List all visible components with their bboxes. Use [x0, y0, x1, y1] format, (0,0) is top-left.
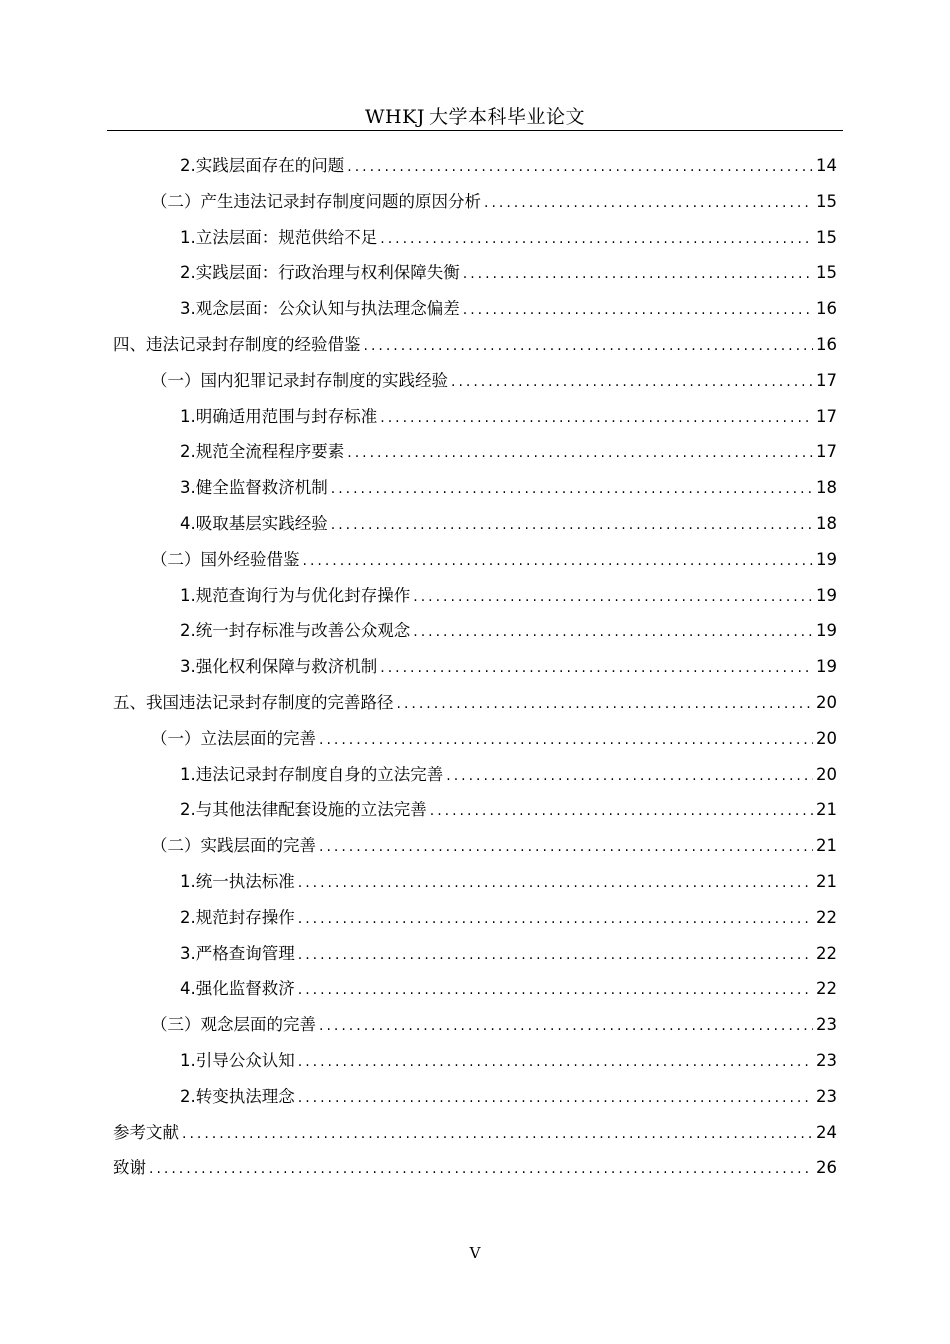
toc-entry[interactable]	[113, 971, 837, 1007]
toc-entry-title: （一）立法层面的完善	[151, 728, 316, 748]
toc-entry-page: 24	[816, 1122, 837, 1142]
toc-entry-page: 15	[816, 191, 837, 211]
toc-entry[interactable]	[113, 936, 837, 972]
toc-entry-page: 19	[816, 621, 837, 641]
toc-entry[interactable]	[113, 900, 837, 936]
toc-entry-page: 20	[816, 728, 837, 748]
toc-leader-dots	[430, 794, 813, 830]
toc-entry-title: 3.强化权利保障与救济机制	[180, 657, 378, 677]
toc-entry-title: 4.强化监督救济	[180, 979, 295, 999]
toc-leader-dots	[298, 902, 813, 938]
toc-entry[interactable]	[113, 1043, 837, 1079]
toc-entry-page: 20	[816, 764, 837, 784]
page-header	[107, 104, 843, 130]
toc-entry[interactable]	[113, 792, 837, 828]
toc-entry-title: 1.引导公众认知	[180, 1050, 295, 1070]
toc-entry[interactable]	[113, 434, 837, 470]
toc-entry-page: 17	[816, 442, 837, 462]
toc-entry-title: 2.与其他法律配套设施的立法完善	[180, 800, 427, 820]
toc-leader-dots	[319, 723, 813, 759]
toc-entry-title: 1.立法层面：规范供给不足	[180, 227, 378, 247]
toc-leader-dots	[380, 401, 813, 437]
toc-entry-title: 2.统一封存标准与改善公众观念	[180, 621, 411, 641]
toc-leader-dots	[463, 257, 813, 293]
toc-entry-page: 15	[816, 227, 837, 247]
toc-entry-title: 2.规范全流程程序要素	[180, 442, 345, 462]
toc-leader-dots	[413, 615, 813, 651]
toc-entry[interactable]	[113, 721, 837, 757]
toc-entry-page: 22	[816, 907, 837, 927]
toc-entry-page: 15	[816, 263, 837, 283]
toc-entry[interactable]	[113, 1079, 837, 1115]
toc-entry[interactable]	[113, 399, 837, 435]
header-title: 大学本科毕业论文	[428, 106, 585, 128]
toc-entry-page: 16	[816, 299, 837, 319]
toc-leader-dots	[364, 329, 814, 365]
toc-entry-page: 19	[816, 585, 837, 605]
toc-entry-title: 参考文献	[113, 1122, 179, 1142]
toc-entry[interactable]	[113, 470, 837, 506]
toc-entry-title: 1.违法记录封存制度自身的立法完善	[180, 764, 444, 784]
toc-entry-title: （一）国内犯罪记录封存制度的实践经验	[151, 370, 448, 390]
toc-leader-dots	[484, 186, 813, 222]
toc-entry[interactable]	[113, 613, 837, 649]
toc-entry[interactable]	[113, 255, 837, 291]
toc-entry[interactable]	[113, 757, 837, 793]
toc-entry-page: 22	[816, 943, 837, 963]
toc-entry-title: 3.健全监督救济机制	[180, 478, 328, 498]
toc-entry-page: 23	[816, 1050, 837, 1070]
toc-leader-dots	[347, 150, 813, 186]
toc-entry-page: 21	[816, 871, 837, 891]
toc-entry[interactable]	[113, 184, 837, 220]
toc-leader-dots	[298, 866, 813, 902]
toc-leader-dots	[298, 1045, 813, 1081]
toc-entry-page: 18	[816, 478, 837, 498]
toc-leader-dots	[380, 222, 813, 258]
toc-entry-page: 19	[816, 549, 837, 569]
toc-leader-dots	[298, 973, 813, 1009]
toc-leader-dots	[451, 365, 813, 401]
toc-entry-title: 4.吸取基层实践经验	[180, 513, 328, 533]
header-code: WHKJ	[365, 106, 425, 128]
toc-entry[interactable]	[113, 363, 837, 399]
toc-entry-page: 19	[816, 657, 837, 677]
toc-entry-page: 21	[816, 800, 837, 820]
toc-entry[interactable]	[113, 1115, 837, 1151]
toc-leader-dots	[298, 1081, 813, 1117]
toc-entry-title: （三）观念层面的完善	[151, 1015, 316, 1035]
toc-entry[interactable]	[113, 542, 837, 578]
toc-entry-title: （二）国外经验借鉴	[151, 549, 300, 569]
toc-entry-page: 23	[816, 1015, 837, 1035]
toc-entry-title: 2.转变执法理念	[180, 1086, 295, 1106]
toc-entry-page: 21	[816, 836, 837, 856]
toc-entry[interactable]	[113, 148, 837, 184]
toc-entry-page: 23	[816, 1086, 837, 1106]
toc-leader-dots	[331, 472, 813, 508]
toc-leader-dots	[397, 687, 814, 723]
toc-entry-title: 2.规范封存操作	[180, 907, 295, 927]
toc-entry-page: 14	[816, 156, 837, 175]
toc-leader-dots	[380, 651, 813, 687]
toc-leader-dots	[303, 544, 814, 580]
toc-entry[interactable]	[113, 220, 837, 256]
toc-leader-dots	[446, 759, 813, 795]
toc-leader-dots	[347, 436, 813, 472]
toc-entry[interactable]	[113, 1007, 837, 1043]
toc-entry-page: 20	[816, 692, 837, 712]
toc-leader-dots	[319, 1009, 813, 1045]
toc-leader-dots	[298, 938, 813, 974]
toc-entry-title: 2.实践层面存在的问题	[180, 156, 345, 175]
toc-leader-dots	[331, 508, 813, 544]
toc-leader-dots	[463, 293, 813, 329]
toc-entry[interactable]	[113, 685, 837, 721]
toc-entry-title: 1.统一执法标准	[180, 871, 295, 891]
toc-entry-page: 18	[816, 513, 837, 533]
toc-entry-title: 2.实践层面：行政治理与权利保障失衡	[180, 263, 460, 283]
toc-entry-page: 17	[816, 370, 837, 390]
toc-entry-page: 26	[816, 1158, 837, 1178]
toc-entry-title: 3.严格查询管理	[180, 943, 295, 963]
toc-entry-title: 致谢	[113, 1158, 146, 1178]
toc-entry[interactable]	[113, 506, 837, 542]
toc-entry[interactable]	[113, 578, 837, 614]
toc-entry-page: 22	[816, 979, 837, 999]
toc-entry[interactable]	[113, 291, 837, 327]
toc-entry[interactable]	[113, 864, 837, 900]
page-number: V	[469, 1244, 481, 1262]
toc-entry-title: 1.规范查询行为与优化封存操作	[180, 585, 411, 605]
toc-entry[interactable]	[113, 327, 837, 363]
toc-entry-title: （二）产生违法记录封存制度问题的原因分析	[151, 191, 481, 211]
toc-leader-dots	[149, 1152, 813, 1188]
toc-entry-title: （二）实践层面的完善	[151, 836, 316, 856]
toc-entry[interactable]	[113, 1150, 837, 1186]
toc-entry[interactable]	[113, 649, 837, 685]
header-rule	[107, 130, 843, 131]
toc-entry-page: 17	[816, 406, 837, 426]
toc-entry-title: 1.明确适用范围与封存标准	[180, 406, 378, 426]
toc-entry-title: 3.观念层面：公众认知与执法理念偏差	[180, 299, 460, 319]
toc-leader-dots	[413, 580, 813, 616]
toc-leader-dots	[319, 830, 813, 866]
toc-entry-title: 五、我国违法记录封存制度的完善路径	[113, 692, 394, 712]
table-of-contents	[113, 148, 837, 1186]
toc-leader-dots	[182, 1117, 813, 1153]
toc-entry-page: 16	[816, 334, 837, 354]
toc-entry-title: 四、违法记录封存制度的经验借鉴	[113, 334, 361, 354]
toc-entry[interactable]	[113, 828, 837, 864]
